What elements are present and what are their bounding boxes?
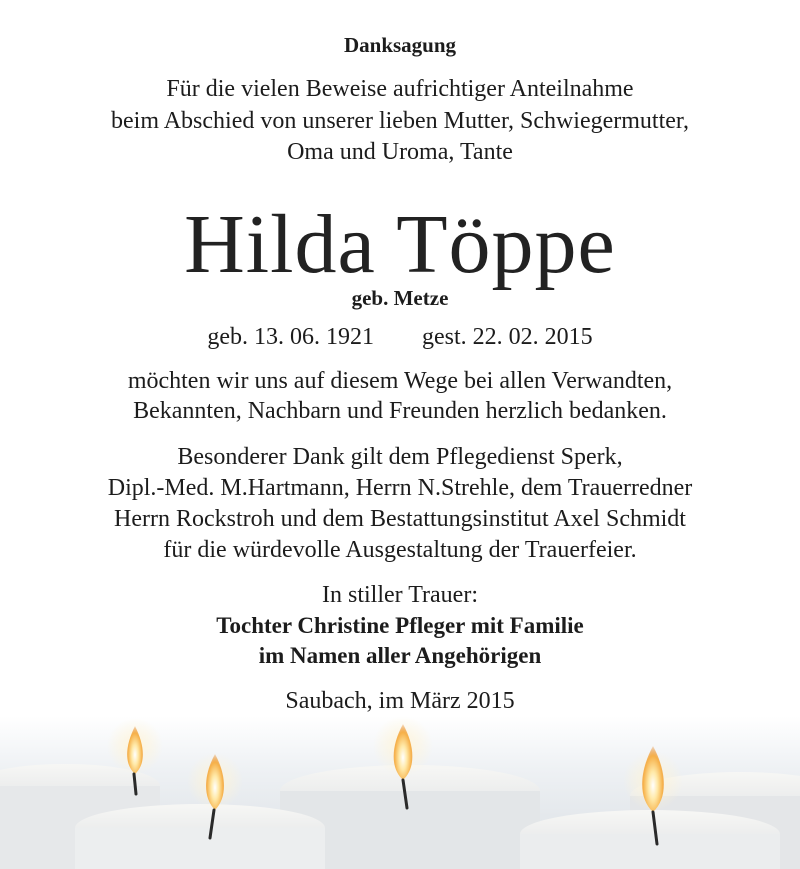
intro-line-2: beim Abschied von unserer lieben Mutter, Schwiegermutter, [111,108,689,134]
death-date: gest. 22. 02. 2015 [421,324,593,350]
deceased-name: Hilda Töppe [184,198,616,291]
life-dates [0,324,800,351]
candles-image [0,716,800,869]
place-date: Saubach, im März 2015 [285,688,515,714]
signatory-line-2: im Namen aller Angehörigen [258,643,542,668]
special-thanks-line-3: Herrn Rockstroh und dem Bestattungsinstitut Axel Schmidt [114,506,686,532]
intro-line-3: Oma und Uroma, Tante [287,139,513,165]
intro-line-1: Für die vielen Beweise aufrichtiger Anteilnahme [166,76,634,102]
heading: Danksagung [343,33,457,57]
mourning-intro: In stiller Trauer: [322,582,478,608]
maiden-name: geb. Metze [351,286,449,310]
thanks-line-1: möchten wir uns auf diesem Wege bei allen Verwandten, [127,368,673,394]
special-thanks-line-2: Dipl.-Med. M.Hartmann, Herrn N.Strehle, dem Trauerredner [107,475,693,501]
thanks-line-2: Bekannten, Nachbarn und Freunden herzlich bedanken. [133,398,667,424]
birth-date: geb. 13. 06. 1921 [207,324,374,350]
signatory-line-1: Tochter Christine Pfleger mit Familie [216,613,584,638]
special-thanks-line-1: Besonderer Dank gilt dem Pflegedienst Sperk, [177,444,623,470]
special-thanks-line-4: für die würdevolle Ausgestaltung der Trauerfeier. [163,537,637,563]
